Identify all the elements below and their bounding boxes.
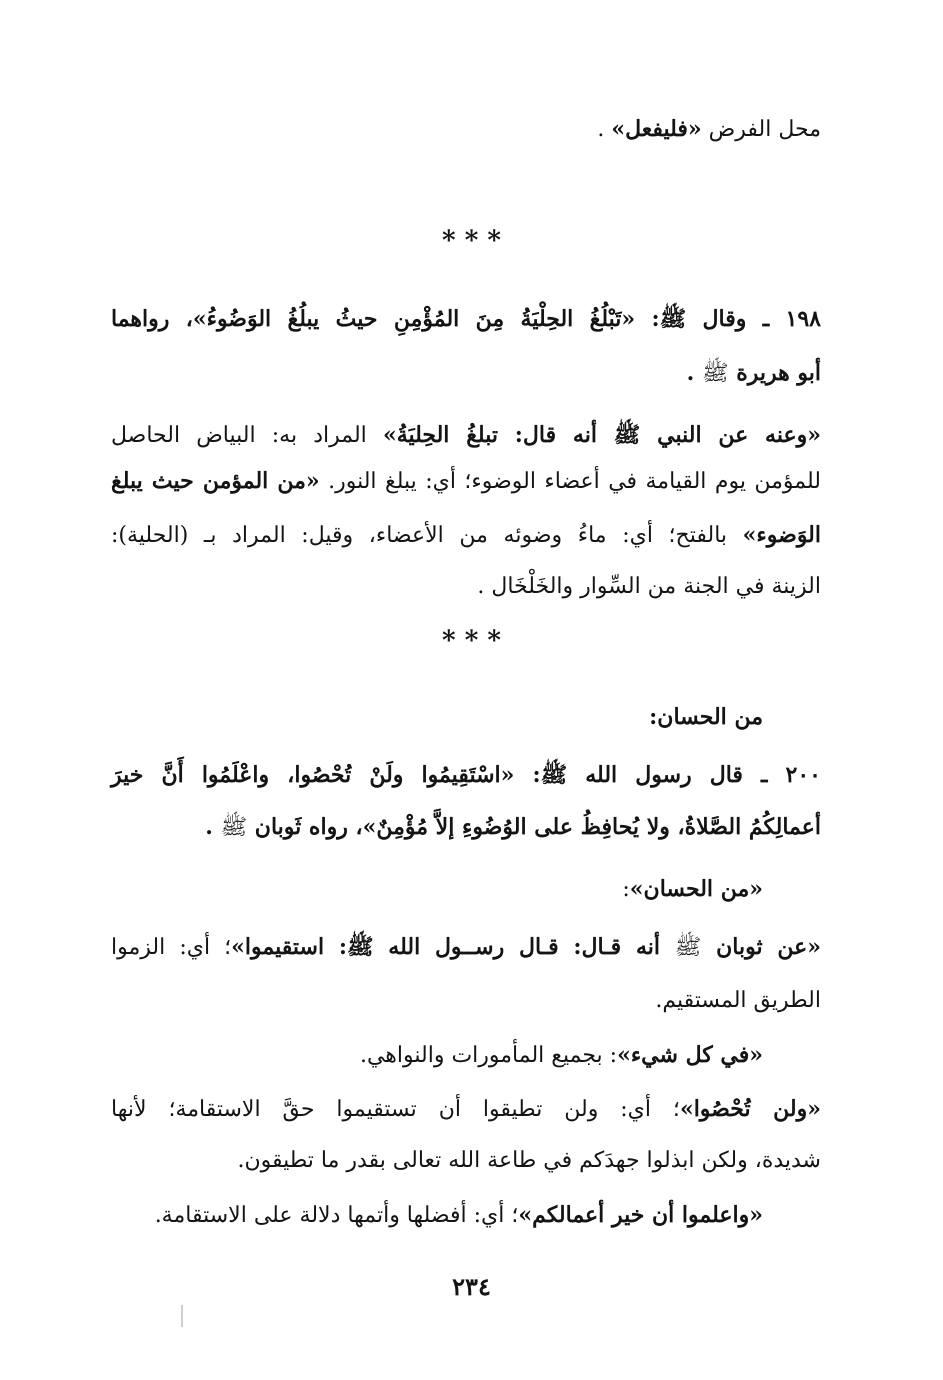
commentary-line xyxy=(111,1092,821,1127)
quoted-term: «ولن تُحْصُوا» xyxy=(679,1096,821,1122)
text-span: للمؤمن يوم القيامة في أعضاء الوضوء؛ أي: يبلغ النور. xyxy=(319,469,821,494)
commentary-heading xyxy=(53,872,763,907)
text-span: الطريق المستقيم. xyxy=(655,988,821,1013)
quoted-term: أنه قـال: قـال رســول الله ﷺ: استقيموا» xyxy=(231,934,675,960)
quoted-term: «من المؤمن حيث يبلغ xyxy=(111,468,320,494)
text-span: ؛ أي: أفضلها وأتمها دلالة على الاستقامة. xyxy=(154,1203,519,1228)
commentary-line xyxy=(111,930,821,965)
quoted-term: «واعلموا أن خير أعمالكم» xyxy=(518,1202,763,1228)
text-span: ؛ أي: ولن تطيقوا أن تستقيموا حقَّ الاستقامة؛ لأنها xyxy=(111,1097,680,1122)
quoted-term: «من الحسان» xyxy=(629,876,763,902)
text-line xyxy=(111,112,821,147)
text-span: ؛ أي: الزموا xyxy=(111,935,232,960)
text-span: الزينة في الجنة من السِّوار والخَلْخَال . xyxy=(477,574,821,599)
quoted-term: «عن ثوبان xyxy=(701,934,821,960)
text-span: : xyxy=(622,877,630,902)
commentary-line xyxy=(111,518,821,553)
scan-mark xyxy=(181,1305,183,1327)
hadith-198-line xyxy=(111,356,821,391)
hadith-200-line xyxy=(111,810,821,845)
commentary-line xyxy=(111,418,821,453)
commentary-line xyxy=(53,1198,763,1233)
commentary-line xyxy=(111,1144,821,1178)
page-number: ٢٣٤ xyxy=(452,1272,491,1301)
text-span: المراد به: البياض الحاصل xyxy=(111,423,383,448)
text-span: ٢٠٠ ـ قال رسول الله ﷺ: «اسْتَقِيمُوا ولَنْ تُحْصُوا، واعْلَمُوا أَنَّ خيرَ xyxy=(111,762,821,788)
commentary-line xyxy=(111,464,821,499)
text-span: . xyxy=(686,360,702,386)
commentary-line xyxy=(111,570,821,604)
hadith-200-line xyxy=(111,758,821,792)
quoted-term: «وعنه عن النبي ﷺ أنه قال: تبلغُ الحِليَةُ» xyxy=(382,422,821,448)
honorific-symbol: ﷺ xyxy=(674,935,702,960)
section-separator: * * * xyxy=(442,626,501,656)
heading-text: من الحسان: xyxy=(649,704,763,730)
section-heading xyxy=(53,700,763,734)
text-span: بالفتح؛ أي: ماءُ وضوئه من الأعضاء، وقيل: المراد بـ (الحلية): xyxy=(111,523,743,548)
text-span: ١٩٨ ـ وقال ﷺ: «تَبْلُغُ الحِلْيَةُ مِنَ المُؤْمِنِ حيثُ يبلُغُ الوَضُوءُ»، رواهما xyxy=(111,306,821,332)
text-span: أبو هريرة xyxy=(728,360,821,386)
text-span: محل الفرض xyxy=(701,117,821,142)
text-span: شديدة، ولكن ابذلوا جهدَكم في طاعة الله تعالى بقدر ما تطيقون. xyxy=(237,1148,821,1173)
quoted-term: «في كل شيء» xyxy=(617,1042,763,1068)
quoted-term: «فليفعل» xyxy=(611,116,702,142)
text-span: . xyxy=(205,814,221,840)
hadith-198-line xyxy=(111,302,821,336)
text-span: أعمالِكُمُ الصَّلاةُ، ولا يُحافِظُ على الوُضُوءِ إلاَّ مُؤْمِنٌ»، رواه ثَوبان xyxy=(247,814,821,840)
text-span: : بجميع المأمورات والنواهي. xyxy=(359,1043,618,1068)
commentary-line xyxy=(53,1038,763,1073)
honorific-symbol: ﷺ xyxy=(701,361,729,386)
commentary-line xyxy=(111,984,821,1018)
text-span: . xyxy=(597,117,612,142)
honorific-symbol: ﷺ xyxy=(220,815,248,840)
quoted-term: الوَضوء» xyxy=(742,522,821,548)
section-separator: * * * xyxy=(442,226,501,256)
